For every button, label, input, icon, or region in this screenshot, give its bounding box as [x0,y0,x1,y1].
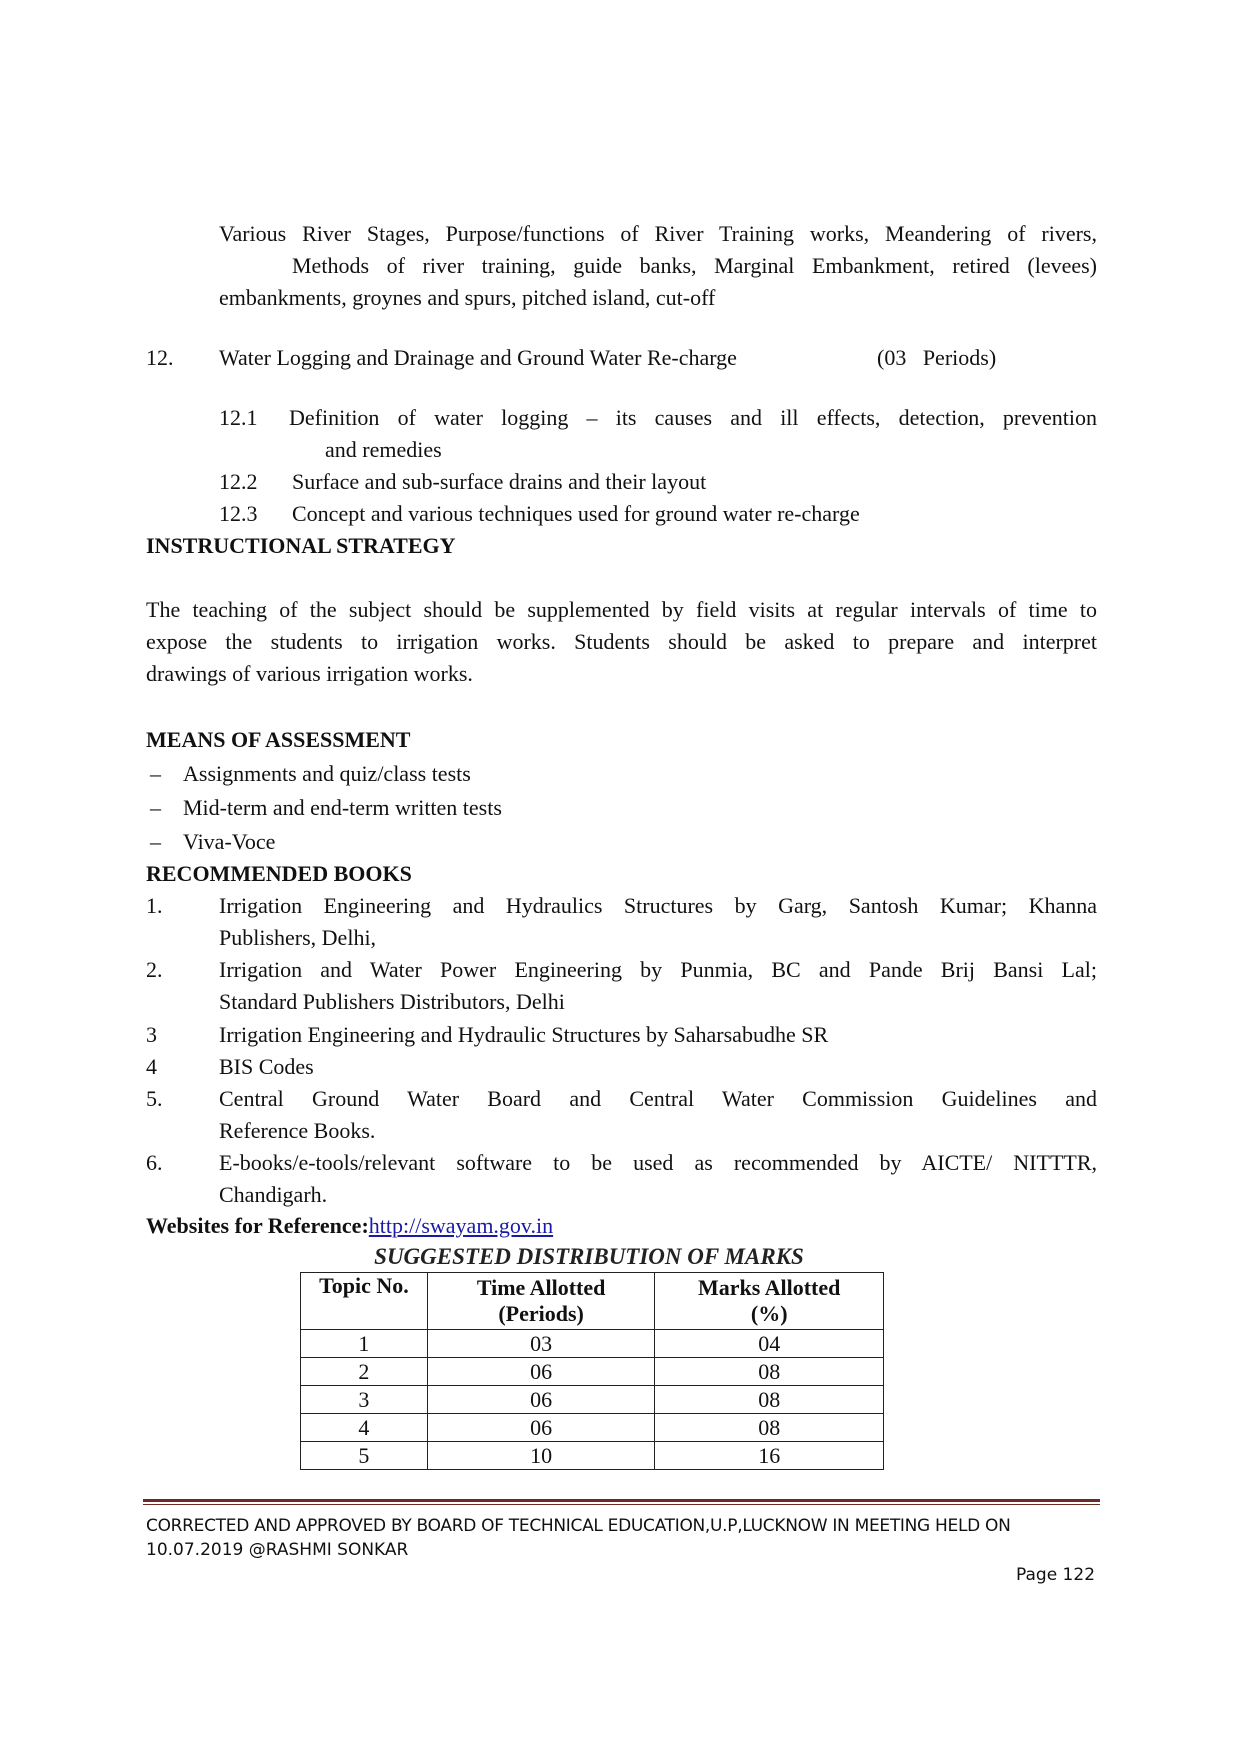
header-topic-no [301,1273,428,1330]
book-number: 6. [146,1150,163,1175]
websites-label: Websites for Reference: [146,1213,369,1238]
strategy-line-3: drawings of various irrigation works. [146,661,473,686]
cell-periods: 06 [427,1358,655,1386]
subsection-text-continued: and remedies [325,437,442,462]
book-entry: Central Ground Water Board and Central Water Commission Guidelines and [219,1086,1097,1111]
page-number: Page 122 [1016,1565,1096,1585]
subsection-number: 12.2 [219,469,258,494]
header-line: Time Allotted [476,1275,606,1300]
header-time-allotted [427,1273,655,1330]
book-entry-continued: Publishers, Delhi, [219,925,377,950]
header-line: (Periods) [498,1301,584,1326]
cell-periods: 06 [427,1414,655,1442]
book-entry: BIS Codes [219,1054,314,1079]
websites-line [146,1210,553,1242]
book-entry: E-books/e-tools/relevant software to be used as recommended by AICTE/ NITTTR, [219,1150,1097,1175]
table-row [301,1442,884,1470]
table-header-row [301,1273,884,1330]
section-periods: (03 Periods) [877,345,997,370]
marks-table-title: SUGGESTED DISTRIBUTION OF MARKS [374,1244,804,1269]
footer-date-author: 10.07.2019 @RASHMI SONKAR [146,1540,409,1560]
cell-marks: 04 [655,1330,884,1358]
intro-line-1: Various River Stages, Purpose/functions of River Training works, Meandering of rivers, [219,221,1097,246]
marks-table [300,1272,884,1470]
assessment-item: Viva-Voce [183,829,276,854]
book-number: 2. [146,957,163,982]
book-entry: Irrigation Engineering and Hydraulics Structures by Garg, Santosh Kumar; Khanna [219,893,1097,918]
book-number: 4 [146,1054,157,1079]
section-number: 12. [146,345,174,370]
header-line: Topic No. [319,1273,409,1298]
cell-marks: 08 [655,1386,884,1414]
cell-periods: 03 [427,1330,655,1358]
subsection-number: 12.1 [219,405,258,430]
table-row [301,1330,884,1358]
assessment-item: Mid-term and end-term written tests [183,795,502,820]
cell-marks: 16 [655,1442,884,1470]
strategy-line-2: expose the students to irrigation works. Students should be asked to prepare and interpret [146,629,1097,654]
cell-topic: 2 [301,1358,428,1386]
bullet-dash: – [150,761,161,786]
cell-periods: 10 [427,1442,655,1470]
book-entry-continued: Chandigarh. [219,1182,328,1207]
strategy-line-1: The teaching of the subject should be supplemented by field visits at regular intervals of time to [146,597,1097,622]
cell-topic: 4 [301,1414,428,1442]
assessment-item: Assignments and quiz/class tests [183,761,471,786]
subsection-text: Definition of water logging – its causes and ill effects, detection, prevention [289,405,1097,430]
bullet-dash: – [150,795,161,820]
assessment-heading: MEANS OF ASSESSMENT [146,727,411,752]
book-number: 3 [146,1022,157,1047]
cell-topic: 1 [301,1330,428,1358]
cell-periods: 06 [427,1386,655,1414]
header-line: (%) [750,1301,788,1326]
header-line: Marks Allotted [698,1275,841,1300]
cell-topic: 3 [301,1386,428,1414]
footer-divider-thick [143,1499,1100,1502]
cell-topic: 5 [301,1442,428,1470]
cell-marks: 08 [655,1414,884,1442]
book-entry-continued: Standard Publishers Distributors, Delhi [219,989,565,1014]
intro-line-2: Methods of river training, guide banks, Marginal Embankment, retired (levees) [292,253,1097,278]
strategy-heading: INSTRUCTIONAL STRATEGY [146,533,456,558]
table-row [301,1358,884,1386]
book-number: 5. [146,1086,163,1111]
books-heading: RECOMMENDED BOOKS [146,861,412,886]
header-marks-allotted [655,1273,884,1330]
book-entry: Irrigation and Water Power Engineering by Punmia, BC and Pande Brij Bansi Lal; [219,957,1097,982]
subsection-text: Concept and various techniques used for ground water re-charge [292,501,860,526]
cell-marks: 08 [655,1358,884,1386]
subsection-number: 12.3 [219,501,258,526]
table-row [301,1386,884,1414]
book-entry: Irrigation Engineering and Hydraulic Structures by Saharsabudhe SR [219,1022,829,1047]
table-row [301,1414,884,1442]
swayam-link[interactable]: http://swayam.gov.in [368,1213,554,1238]
intro-line-3: embankments, groynes and spurs, pitched island, cut-off [219,285,716,310]
section-title: Water Logging and Drainage and Ground Water Re-charge [219,345,737,370]
book-entry-continued: Reference Books. [219,1118,376,1143]
footer-approval-line: CORRECTED AND APPROVED BY BOARD OF TECHNICAL EDUCATION,U.P,LUCKNOW IN MEETING HELD ON [146,1516,1011,1536]
footer-divider-thin [143,1504,1100,1505]
subsection-text: Surface and sub-surface drains and their layout [292,469,707,494]
bullet-dash: – [150,829,161,854]
book-number: 1. [146,893,163,918]
